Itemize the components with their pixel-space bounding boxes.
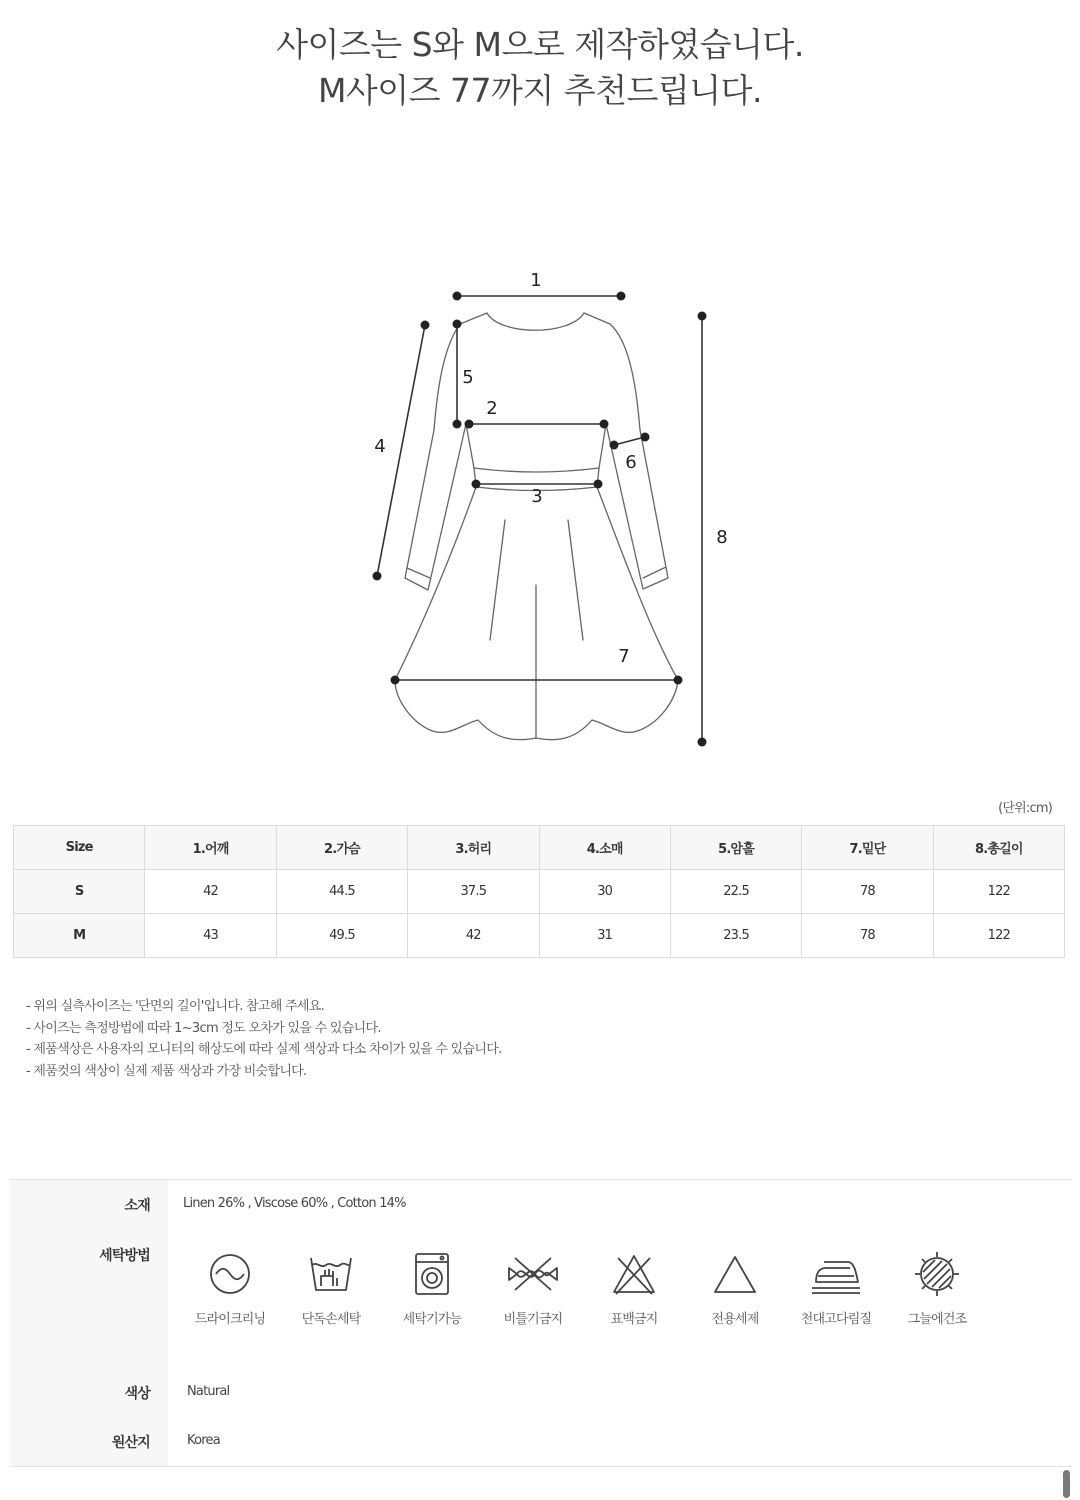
wash-caption: 세탁기가능	[402, 1312, 462, 1327]
column-header: 4.소매	[539, 826, 670, 870]
column-header: 5.암홀	[670, 826, 801, 870]
intro-line-1: 사이즈는 S와 M으로 제작하였습니다.	[276, 25, 804, 64]
table-cell: 30	[539, 870, 670, 914]
dry-clean-icon	[206, 1250, 254, 1298]
label-1: 1	[530, 270, 542, 291]
column-header: 2.가슴	[276, 826, 407, 870]
table-header-row	[14, 826, 1065, 870]
washing-machine-icon	[408, 1250, 456, 1298]
scrollbar-thumb[interactable]	[1063, 1470, 1070, 1498]
label-6: 6	[625, 452, 637, 473]
dress-measurement-diagram	[0, 250, 1080, 770]
note-line: - 위의 실측사이즈는 '단면의 길이'입니다. 참고해 주세요.	[26, 999, 325, 1014]
wash-caption: 그늘에건조	[907, 1312, 967, 1327]
label-8: 8	[716, 527, 728, 548]
wash-item-shade-dry	[887, 1250, 987, 1327]
note-line: - 사이즈는 측정방법에 따라 1~3cm 정도 오차가 있을 수 있습니다.	[26, 1020, 381, 1036]
note-line: - 제품컷의 색상이 실제 제품 색상과 가장 비슷합니다.	[26, 1063, 307, 1079]
table-cell: 122	[933, 914, 1064, 958]
material-value: Linen 26% , Viscose 60% , Cotton 14%	[183, 1196, 406, 1211]
column-header: 7.밑단	[802, 826, 933, 870]
no-bleach-icon	[610, 1250, 658, 1298]
intro-text	[0, 22, 1080, 114]
wash-item-dry-clean	[180, 1250, 280, 1327]
column-header: Size	[14, 826, 145, 870]
special-detergent-icon	[711, 1250, 759, 1298]
wash-caption: 비틀기금지	[503, 1312, 563, 1327]
column-header: 1.어깨	[145, 826, 276, 870]
color-label: 색상	[124, 1386, 150, 1402]
wash-caption: 표백금지	[610, 1312, 658, 1327]
origin-label: 원산지	[111, 1435, 150, 1451]
measure-line-cuff	[614, 437, 645, 445]
size-notes	[26, 996, 502, 1082]
material-label: 소재	[124, 1198, 150, 1214]
note-line: - 제품색상은 사용자의 모니터의 해상도에 따라 실제 색상과 다소 차이가 있을 수 있습니다.	[26, 1042, 502, 1057]
wash-caption: 전용세제	[711, 1312, 759, 1327]
table-cell: 49.5	[276, 914, 407, 958]
table-cell: 37.5	[408, 870, 539, 914]
info-divider-top	[10, 1179, 1072, 1180]
label-3: 3	[531, 486, 543, 507]
iron-with-cloth-icon	[808, 1250, 864, 1298]
wash-caption: 단독손세탁	[301, 1312, 361, 1327]
intro-line-2: M사이즈 77까지 추천드립니다.	[317, 71, 763, 110]
wash-item-hand-wash	[281, 1250, 381, 1327]
origin-value: Korea	[187, 1433, 220, 1448]
table-cell: 42	[408, 914, 539, 958]
no-wring-icon	[505, 1250, 561, 1298]
unit-label: (단위:cm)	[998, 801, 1052, 816]
wash-caption: 드라이크리닝	[194, 1312, 266, 1327]
label-4: 4	[374, 436, 386, 457]
label-2: 2	[486, 398, 498, 419]
table-row	[14, 914, 1065, 958]
wash-item-no-bleach	[584, 1250, 684, 1327]
wash-item-washing-machine	[382, 1250, 482, 1327]
table-cell: 22.5	[670, 870, 801, 914]
table-cell: 78	[802, 914, 933, 958]
wash-label: 세탁방법	[99, 1248, 150, 1264]
info-label-column	[10, 1180, 168, 1466]
info-divider-bottom	[10, 1466, 1072, 1467]
row-size-cell: S	[14, 870, 145, 914]
column-header: 3.허리	[408, 826, 539, 870]
label-7: 7	[618, 646, 630, 667]
table-cell: 44.5	[276, 870, 407, 914]
dress-outline	[395, 313, 678, 740]
table-row	[14, 870, 1065, 914]
wash-caption: 천대고다림질	[800, 1312, 872, 1327]
column-header: 8.총길이	[933, 826, 1064, 870]
wash-item-no-wring	[483, 1250, 583, 1327]
table-cell: 43	[145, 914, 276, 958]
hand-wash-icon	[307, 1250, 355, 1298]
shade-dry-icon	[913, 1250, 961, 1298]
wash-item-iron-with-cloth	[786, 1250, 886, 1327]
color-value: Natural	[187, 1384, 230, 1399]
wash-item-special-detergent	[685, 1250, 785, 1327]
size-table	[13, 825, 1065, 958]
table-cell: 31	[539, 914, 670, 958]
table-cell: 122	[933, 870, 1064, 914]
row-size-cell: M	[14, 914, 145, 958]
table-cell: 42	[145, 870, 276, 914]
table-cell: 23.5	[670, 914, 801, 958]
measurement-lines	[377, 296, 702, 742]
table-cell: 78	[802, 870, 933, 914]
label-5: 5	[462, 367, 474, 388]
